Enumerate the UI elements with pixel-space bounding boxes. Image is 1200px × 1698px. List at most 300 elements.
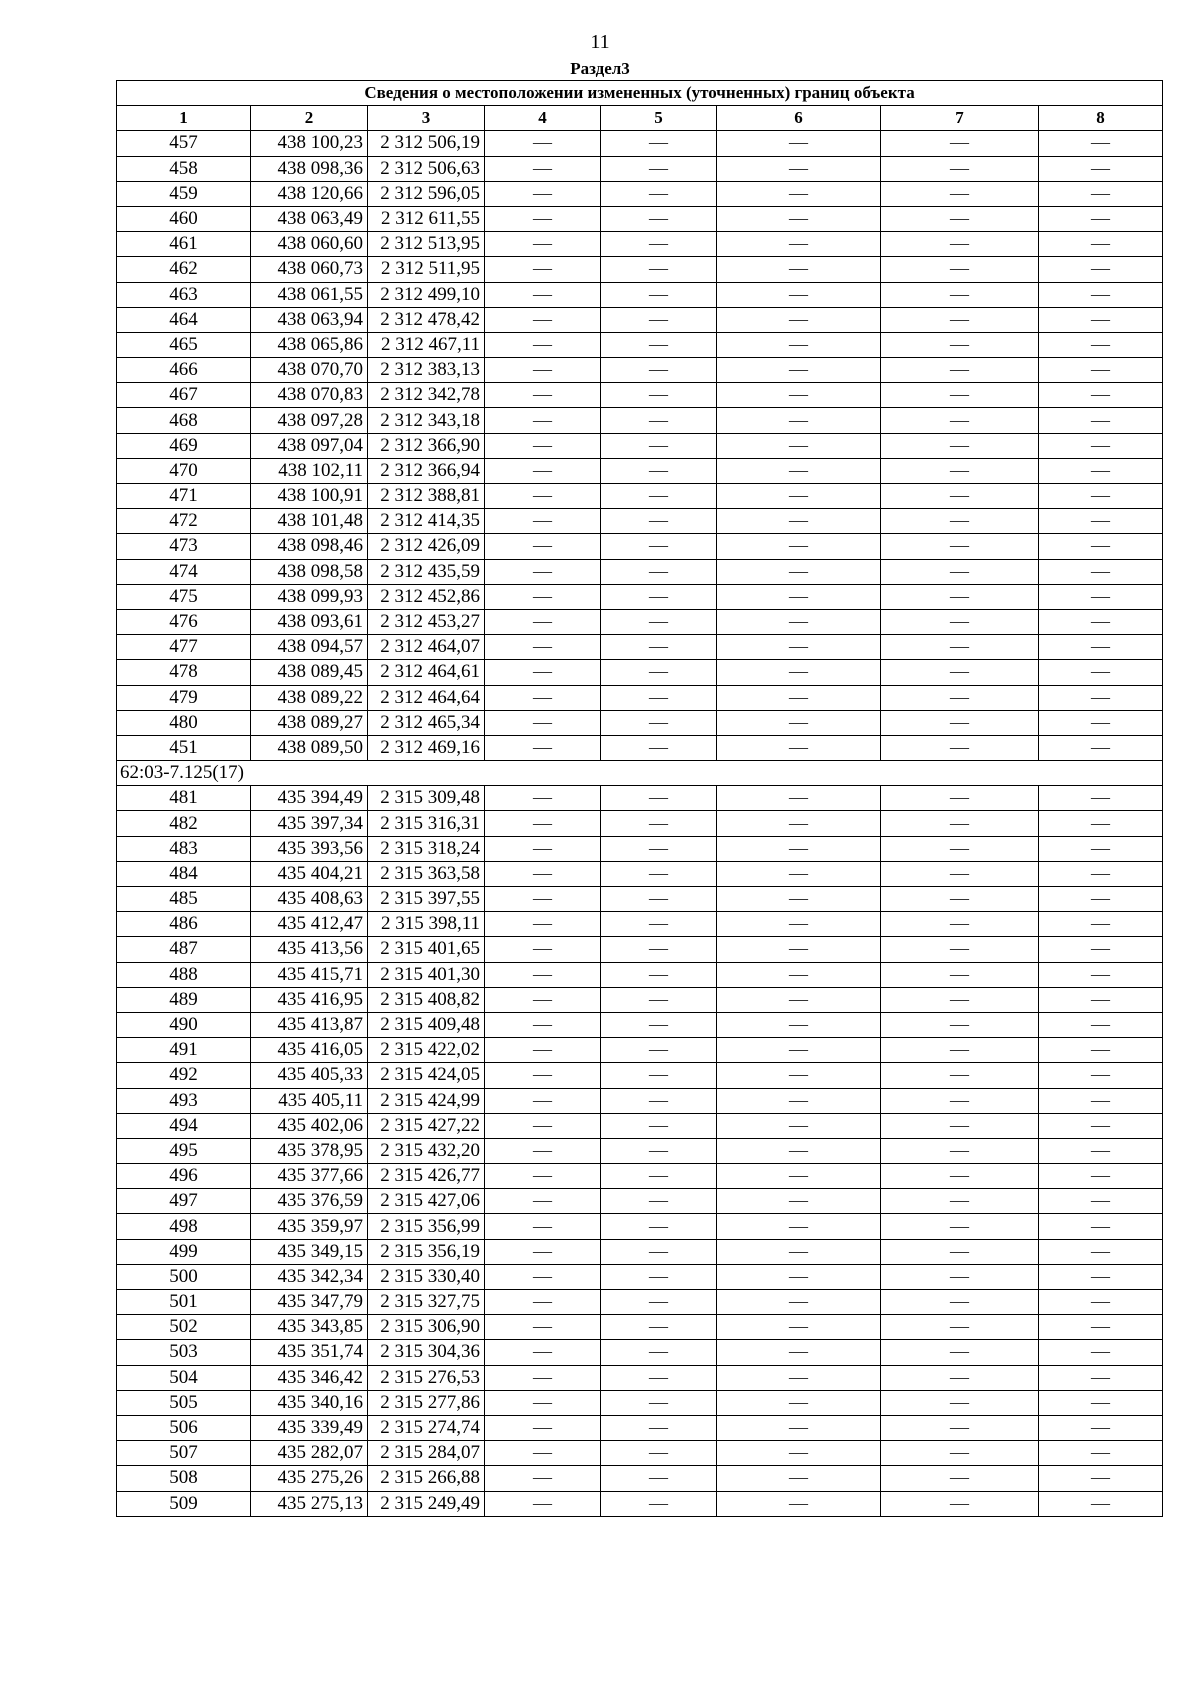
empty-value-cell: — bbox=[601, 1340, 717, 1365]
column-header-6: 6 bbox=[717, 106, 881, 131]
empty-value-cell: — bbox=[717, 433, 881, 458]
empty-value-cell: — bbox=[1039, 1012, 1163, 1037]
x-coordinate-cell: 438 089,50 bbox=[251, 735, 368, 760]
x-coordinate-cell: 435 378,95 bbox=[251, 1138, 368, 1163]
empty-value-cell: — bbox=[485, 1340, 601, 1365]
y-coordinate-cell: 2 315 284,07 bbox=[368, 1441, 485, 1466]
empty-value-cell: — bbox=[1039, 257, 1163, 282]
empty-value-cell: — bbox=[601, 232, 717, 257]
point-number-cell: 466 bbox=[117, 358, 251, 383]
empty-value-cell: — bbox=[1039, 358, 1163, 383]
empty-value-cell: — bbox=[717, 660, 881, 685]
x-coordinate-cell: 438 089,27 bbox=[251, 710, 368, 735]
empty-value-cell: — bbox=[485, 206, 601, 231]
empty-value-cell: — bbox=[485, 408, 601, 433]
empty-value-cell: — bbox=[601, 257, 717, 282]
x-coordinate-cell: 435 282,07 bbox=[251, 1441, 368, 1466]
x-coordinate-cell: 438 063,94 bbox=[251, 307, 368, 332]
empty-value-cell: — bbox=[485, 1012, 601, 1037]
empty-value-cell: — bbox=[1039, 1214, 1163, 1239]
empty-value-cell: — bbox=[717, 1239, 881, 1264]
x-coordinate-cell: 435 416,95 bbox=[251, 987, 368, 1012]
empty-value-cell: — bbox=[717, 635, 881, 660]
table-row bbox=[117, 685, 1163, 710]
empty-value-cell: — bbox=[1039, 635, 1163, 660]
y-coordinate-cell: 2 315 330,40 bbox=[368, 1264, 485, 1289]
empty-value-cell: — bbox=[717, 962, 881, 987]
table-row bbox=[117, 232, 1163, 257]
empty-value-cell: — bbox=[1039, 206, 1163, 231]
point-number-cell: 473 bbox=[117, 534, 251, 559]
empty-value-cell: — bbox=[1039, 912, 1163, 937]
table-row bbox=[117, 408, 1163, 433]
x-coordinate-cell: 438 098,46 bbox=[251, 534, 368, 559]
table-row bbox=[117, 509, 1163, 534]
point-number-cell: 475 bbox=[117, 584, 251, 609]
point-number-cell: 495 bbox=[117, 1138, 251, 1163]
empty-value-cell: — bbox=[881, 383, 1039, 408]
table-header bbox=[117, 81, 1163, 131]
empty-value-cell: — bbox=[881, 1239, 1039, 1264]
table-row bbox=[117, 1441, 1163, 1466]
empty-value-cell: — bbox=[717, 408, 881, 433]
y-coordinate-cell: 2 315 427,22 bbox=[368, 1113, 485, 1138]
empty-value-cell: — bbox=[717, 1441, 881, 1466]
x-coordinate-cell: 435 405,33 bbox=[251, 1063, 368, 1088]
x-coordinate-cell: 438 098,36 bbox=[251, 156, 368, 181]
point-number-cell: 465 bbox=[117, 332, 251, 357]
empty-value-cell: — bbox=[601, 1063, 717, 1088]
empty-value-cell: — bbox=[485, 1138, 601, 1163]
empty-value-cell: — bbox=[717, 887, 881, 912]
point-number-cell: 481 bbox=[117, 786, 251, 811]
empty-value-cell: — bbox=[601, 635, 717, 660]
empty-value-cell: — bbox=[881, 458, 1039, 483]
empty-value-cell: — bbox=[485, 1491, 601, 1516]
empty-value-cell: — bbox=[717, 1113, 881, 1138]
point-number-cell: 460 bbox=[117, 206, 251, 231]
empty-value-cell: — bbox=[601, 1491, 717, 1516]
empty-value-cell: — bbox=[1039, 937, 1163, 962]
empty-value-cell: — bbox=[717, 1365, 881, 1390]
empty-value-cell: — bbox=[881, 1164, 1039, 1189]
empty-value-cell: — bbox=[881, 1264, 1039, 1289]
empty-value-cell: — bbox=[485, 1390, 601, 1415]
empty-value-cell: — bbox=[1039, 1491, 1163, 1516]
group-label-section bbox=[117, 761, 1163, 786]
empty-value-cell: — bbox=[717, 1063, 881, 1088]
empty-value-cell: — bbox=[485, 1038, 601, 1063]
table-row bbox=[117, 559, 1163, 584]
empty-value-cell: — bbox=[485, 811, 601, 836]
empty-value-cell: — bbox=[717, 509, 881, 534]
y-coordinate-cell: 2 312 366,90 bbox=[368, 433, 485, 458]
y-coordinate-cell: 2 312 611,55 bbox=[368, 206, 485, 231]
table-row bbox=[117, 1214, 1163, 1239]
x-coordinate-cell: 435 405,11 bbox=[251, 1088, 368, 1113]
empty-value-cell: — bbox=[601, 1415, 717, 1440]
table-row bbox=[117, 1365, 1163, 1390]
empty-value-cell: — bbox=[601, 1390, 717, 1415]
empty-value-cell: — bbox=[717, 861, 881, 886]
empty-value-cell: — bbox=[1039, 1264, 1163, 1289]
table-row bbox=[117, 609, 1163, 634]
y-coordinate-cell: 2 312 366,94 bbox=[368, 458, 485, 483]
empty-value-cell: — bbox=[1039, 987, 1163, 1012]
point-number-cell: 492 bbox=[117, 1063, 251, 1088]
y-coordinate-cell: 2 312 435,59 bbox=[368, 559, 485, 584]
empty-value-cell: — bbox=[485, 1441, 601, 1466]
y-coordinate-cell: 2 315 327,75 bbox=[368, 1290, 485, 1315]
empty-value-cell: — bbox=[717, 181, 881, 206]
empty-value-cell: — bbox=[485, 962, 601, 987]
empty-value-cell: — bbox=[881, 887, 1039, 912]
empty-value-cell: — bbox=[1039, 1390, 1163, 1415]
table-row bbox=[117, 887, 1163, 912]
empty-value-cell: — bbox=[717, 987, 881, 1012]
empty-value-cell: — bbox=[717, 1315, 881, 1340]
empty-value-cell: — bbox=[1039, 811, 1163, 836]
y-coordinate-cell: 2 312 467,11 bbox=[368, 332, 485, 357]
empty-value-cell: — bbox=[881, 635, 1039, 660]
point-number-cell: 462 bbox=[117, 257, 251, 282]
empty-value-cell: — bbox=[881, 1189, 1039, 1214]
y-coordinate-cell: 2 312 513,95 bbox=[368, 232, 485, 257]
empty-value-cell: — bbox=[717, 584, 881, 609]
table-row bbox=[117, 1012, 1163, 1037]
y-coordinate-cell: 2 312 465,34 bbox=[368, 710, 485, 735]
empty-value-cell: — bbox=[601, 861, 717, 886]
point-number-cell: 459 bbox=[117, 181, 251, 206]
point-number-cell: 489 bbox=[117, 987, 251, 1012]
x-coordinate-cell: 435 404,21 bbox=[251, 861, 368, 886]
empty-value-cell: — bbox=[717, 383, 881, 408]
x-coordinate-cell: 438 100,91 bbox=[251, 484, 368, 509]
y-coordinate-cell: 2 315 424,05 bbox=[368, 1063, 485, 1088]
y-coordinate-cell: 2 312 499,10 bbox=[368, 282, 485, 307]
y-coordinate-cell: 2 315 306,90 bbox=[368, 1315, 485, 1340]
empty-value-cell: — bbox=[717, 735, 881, 760]
empty-value-cell: — bbox=[485, 181, 601, 206]
table-row bbox=[117, 1315, 1163, 1340]
x-coordinate-cell: 438 098,58 bbox=[251, 559, 368, 584]
point-number-cell: 502 bbox=[117, 1315, 251, 1340]
empty-value-cell: — bbox=[1039, 1164, 1163, 1189]
y-coordinate-cell: 2 315 401,65 bbox=[368, 937, 485, 962]
y-coordinate-cell: 2 312 511,95 bbox=[368, 257, 485, 282]
empty-value-cell: — bbox=[717, 1466, 881, 1491]
empty-value-cell: — bbox=[1039, 131, 1163, 156]
empty-value-cell: — bbox=[881, 534, 1039, 559]
empty-value-cell: — bbox=[881, 786, 1039, 811]
x-coordinate-cell: 435 412,47 bbox=[251, 912, 368, 937]
point-number-cell: 471 bbox=[117, 484, 251, 509]
y-coordinate-cell: 2 315 356,99 bbox=[368, 1214, 485, 1239]
empty-value-cell: — bbox=[881, 1415, 1039, 1440]
point-number-cell: 457 bbox=[117, 131, 251, 156]
empty-value-cell: — bbox=[881, 257, 1039, 282]
empty-value-cell: — bbox=[601, 332, 717, 357]
y-coordinate-cell: 2 315 249,49 bbox=[368, 1491, 485, 1516]
empty-value-cell: — bbox=[717, 534, 881, 559]
empty-value-cell: — bbox=[881, 836, 1039, 861]
y-coordinate-cell: 2 315 356,19 bbox=[368, 1239, 485, 1264]
empty-value-cell: — bbox=[485, 1063, 601, 1088]
point-number-cell: 470 bbox=[117, 458, 251, 483]
empty-value-cell: — bbox=[1039, 383, 1163, 408]
empty-value-cell: — bbox=[485, 987, 601, 1012]
empty-value-cell: — bbox=[601, 206, 717, 231]
table-row bbox=[117, 206, 1163, 231]
x-coordinate-cell: 435 275,13 bbox=[251, 1491, 368, 1516]
empty-value-cell: — bbox=[717, 1214, 881, 1239]
point-number-cell: 464 bbox=[117, 307, 251, 332]
y-coordinate-cell: 2 312 388,81 bbox=[368, 484, 485, 509]
empty-value-cell: — bbox=[601, 1466, 717, 1491]
table-row bbox=[117, 484, 1163, 509]
point-number-cell: 509 bbox=[117, 1491, 251, 1516]
table-row bbox=[117, 1088, 1163, 1113]
page-number: 11 bbox=[590, 31, 610, 53]
y-coordinate-cell: 2 315 408,82 bbox=[368, 987, 485, 1012]
empty-value-cell: — bbox=[485, 836, 601, 861]
empty-value-cell: — bbox=[881, 1491, 1039, 1516]
empty-value-cell: — bbox=[717, 685, 881, 710]
point-number-cell: 451 bbox=[117, 735, 251, 760]
table-row bbox=[117, 1390, 1163, 1415]
y-coordinate-cell: 2 312 596,05 bbox=[368, 181, 485, 206]
table-row bbox=[117, 1264, 1163, 1289]
empty-value-cell: — bbox=[485, 1088, 601, 1113]
column-header-2: 2 bbox=[251, 106, 368, 131]
empty-value-cell: — bbox=[717, 1038, 881, 1063]
empty-value-cell: — bbox=[601, 710, 717, 735]
empty-value-cell: — bbox=[1039, 1315, 1163, 1340]
x-coordinate-cell: 435 339,49 bbox=[251, 1415, 368, 1440]
empty-value-cell: — bbox=[601, 987, 717, 1012]
point-number-cell: 486 bbox=[117, 912, 251, 937]
empty-value-cell: — bbox=[601, 534, 717, 559]
section-title: Раздел3 bbox=[570, 59, 630, 78]
empty-value-cell: — bbox=[717, 1491, 881, 1516]
table-row bbox=[117, 786, 1163, 811]
table-row bbox=[117, 257, 1163, 282]
empty-value-cell: — bbox=[601, 408, 717, 433]
empty-value-cell: — bbox=[485, 861, 601, 886]
empty-value-cell: — bbox=[1039, 282, 1163, 307]
y-coordinate-cell: 2 312 383,13 bbox=[368, 358, 485, 383]
empty-value-cell: — bbox=[601, 836, 717, 861]
empty-value-cell: — bbox=[881, 937, 1039, 962]
empty-value-cell: — bbox=[601, 1441, 717, 1466]
point-number-cell: 477 bbox=[117, 635, 251, 660]
y-coordinate-cell: 2 315 401,30 bbox=[368, 962, 485, 987]
empty-value-cell: — bbox=[881, 735, 1039, 760]
x-coordinate-cell: 438 060,73 bbox=[251, 257, 368, 282]
y-coordinate-cell: 2 312 426,09 bbox=[368, 534, 485, 559]
empty-value-cell: — bbox=[1039, 1290, 1163, 1315]
x-coordinate-cell: 438 101,48 bbox=[251, 509, 368, 534]
empty-value-cell: — bbox=[601, 1164, 717, 1189]
point-number-cell: 472 bbox=[117, 509, 251, 534]
table-row bbox=[117, 433, 1163, 458]
x-coordinate-cell: 435 340,16 bbox=[251, 1390, 368, 1415]
empty-value-cell: — bbox=[601, 735, 717, 760]
empty-value-cell: — bbox=[485, 1264, 601, 1289]
empty-value-cell: — bbox=[601, 1214, 717, 1239]
point-number-cell: 484 bbox=[117, 861, 251, 886]
empty-value-cell: — bbox=[485, 131, 601, 156]
table-row bbox=[117, 1290, 1163, 1315]
empty-value-cell: — bbox=[881, 282, 1039, 307]
empty-value-cell: — bbox=[601, 1290, 717, 1315]
empty-value-cell: — bbox=[717, 836, 881, 861]
y-coordinate-cell: 2 315 397,55 bbox=[368, 887, 485, 912]
empty-value-cell: — bbox=[601, 156, 717, 181]
empty-value-cell: — bbox=[881, 559, 1039, 584]
empty-value-cell: — bbox=[1039, 408, 1163, 433]
y-coordinate-cell: 2 312 478,42 bbox=[368, 307, 485, 332]
y-coordinate-cell: 2 315 398,11 bbox=[368, 912, 485, 937]
x-coordinate-cell: 435 351,74 bbox=[251, 1340, 368, 1365]
table-row bbox=[117, 660, 1163, 685]
point-number-cell: 480 bbox=[117, 710, 251, 735]
empty-value-cell: — bbox=[881, 131, 1039, 156]
empty-value-cell: — bbox=[881, 206, 1039, 231]
empty-value-cell: — bbox=[601, 282, 717, 307]
table-row bbox=[117, 307, 1163, 332]
empty-value-cell: — bbox=[881, 156, 1039, 181]
point-number-cell: 458 bbox=[117, 156, 251, 181]
point-number-cell: 483 bbox=[117, 836, 251, 861]
empty-value-cell: — bbox=[717, 307, 881, 332]
point-number-cell: 503 bbox=[117, 1340, 251, 1365]
table-row bbox=[117, 131, 1163, 156]
empty-value-cell: — bbox=[1039, 559, 1163, 584]
empty-value-cell: — bbox=[601, 1365, 717, 1390]
table-row bbox=[117, 1415, 1163, 1440]
empty-value-cell: — bbox=[1039, 1239, 1163, 1264]
point-number-cell: 487 bbox=[117, 937, 251, 962]
empty-value-cell: — bbox=[485, 534, 601, 559]
empty-value-cell: — bbox=[717, 786, 881, 811]
table-row bbox=[117, 332, 1163, 357]
x-coordinate-cell: 435 275,26 bbox=[251, 1466, 368, 1491]
point-number-cell: 494 bbox=[117, 1113, 251, 1138]
table-row bbox=[117, 1138, 1163, 1163]
point-number-cell: 485 bbox=[117, 887, 251, 912]
point-number-cell: 469 bbox=[117, 433, 251, 458]
x-coordinate-cell: 435 394,49 bbox=[251, 786, 368, 811]
table-row bbox=[117, 861, 1163, 886]
empty-value-cell: — bbox=[485, 1164, 601, 1189]
empty-value-cell: — bbox=[1039, 534, 1163, 559]
empty-value-cell: — bbox=[881, 1466, 1039, 1491]
table-row bbox=[117, 1466, 1163, 1491]
point-number-cell: 496 bbox=[117, 1164, 251, 1189]
boundary-coordinates-table bbox=[116, 80, 1163, 1517]
group-label: 62:03-7.125(17) bbox=[117, 761, 1163, 786]
empty-value-cell: — bbox=[881, 332, 1039, 357]
empty-value-cell: — bbox=[601, 1239, 717, 1264]
empty-value-cell: — bbox=[1039, 1113, 1163, 1138]
x-coordinate-cell: 438 070,70 bbox=[251, 358, 368, 383]
empty-value-cell: — bbox=[485, 660, 601, 685]
empty-value-cell: — bbox=[881, 710, 1039, 735]
empty-value-cell: — bbox=[881, 181, 1039, 206]
empty-value-cell: — bbox=[881, 484, 1039, 509]
empty-value-cell: — bbox=[485, 433, 601, 458]
x-coordinate-cell: 438 063,49 bbox=[251, 206, 368, 231]
point-number-cell: 507 bbox=[117, 1441, 251, 1466]
empty-value-cell: — bbox=[1039, 484, 1163, 509]
table-row bbox=[117, 836, 1163, 861]
empty-value-cell: — bbox=[881, 307, 1039, 332]
table-row bbox=[117, 987, 1163, 1012]
empty-value-cell: — bbox=[881, 358, 1039, 383]
y-coordinate-cell: 2 315 266,88 bbox=[368, 1466, 485, 1491]
x-coordinate-cell: 435 347,79 bbox=[251, 1290, 368, 1315]
point-number-cell: 468 bbox=[117, 408, 251, 433]
table-row bbox=[117, 1164, 1163, 1189]
y-coordinate-cell: 2 312 464,07 bbox=[368, 635, 485, 660]
y-coordinate-cell: 2 312 464,64 bbox=[368, 685, 485, 710]
table-row bbox=[117, 156, 1163, 181]
empty-value-cell: — bbox=[485, 1415, 601, 1440]
empty-value-cell: — bbox=[485, 1214, 601, 1239]
empty-value-cell: — bbox=[601, 358, 717, 383]
y-coordinate-cell: 2 312 453,27 bbox=[368, 609, 485, 634]
empty-value-cell: — bbox=[1039, 962, 1163, 987]
y-coordinate-cell: 2 315 274,74 bbox=[368, 1415, 485, 1440]
empty-value-cell: — bbox=[601, 1189, 717, 1214]
empty-value-cell: — bbox=[485, 685, 601, 710]
y-coordinate-cell: 2 315 276,53 bbox=[368, 1365, 485, 1390]
y-coordinate-cell: 2 315 304,36 bbox=[368, 1340, 485, 1365]
table-row bbox=[117, 710, 1163, 735]
x-coordinate-cell: 435 377,66 bbox=[251, 1164, 368, 1189]
empty-value-cell: — bbox=[881, 1390, 1039, 1415]
x-coordinate-cell: 435 376,59 bbox=[251, 1189, 368, 1214]
point-number-cell: 505 bbox=[117, 1390, 251, 1415]
y-coordinate-cell: 2 315 277,86 bbox=[368, 1390, 485, 1415]
x-coordinate-cell: 438 093,61 bbox=[251, 609, 368, 634]
empty-value-cell: — bbox=[485, 332, 601, 357]
x-coordinate-cell: 435 416,05 bbox=[251, 1038, 368, 1063]
x-coordinate-cell: 435 397,34 bbox=[251, 811, 368, 836]
empty-value-cell: — bbox=[485, 484, 601, 509]
x-coordinate-cell: 438 120,66 bbox=[251, 181, 368, 206]
table-row bbox=[117, 1189, 1163, 1214]
empty-value-cell: — bbox=[717, 156, 881, 181]
table-row bbox=[117, 937, 1163, 962]
empty-value-cell: — bbox=[1039, 1189, 1163, 1214]
empty-value-cell: — bbox=[881, 987, 1039, 1012]
table-row bbox=[117, 635, 1163, 660]
empty-value-cell: — bbox=[717, 710, 881, 735]
x-coordinate-cell: 438 065,86 bbox=[251, 332, 368, 357]
empty-value-cell: — bbox=[485, 1189, 601, 1214]
point-number-cell: 482 bbox=[117, 811, 251, 836]
empty-value-cell: — bbox=[881, 1063, 1039, 1088]
x-coordinate-cell: 435 393,56 bbox=[251, 836, 368, 861]
empty-value-cell: — bbox=[1039, 1138, 1163, 1163]
empty-value-cell: — bbox=[601, 1038, 717, 1063]
y-coordinate-cell: 2 315 424,99 bbox=[368, 1088, 485, 1113]
y-coordinate-cell: 2 315 363,58 bbox=[368, 861, 485, 886]
empty-value-cell: — bbox=[717, 811, 881, 836]
empty-value-cell: — bbox=[881, 1290, 1039, 1315]
